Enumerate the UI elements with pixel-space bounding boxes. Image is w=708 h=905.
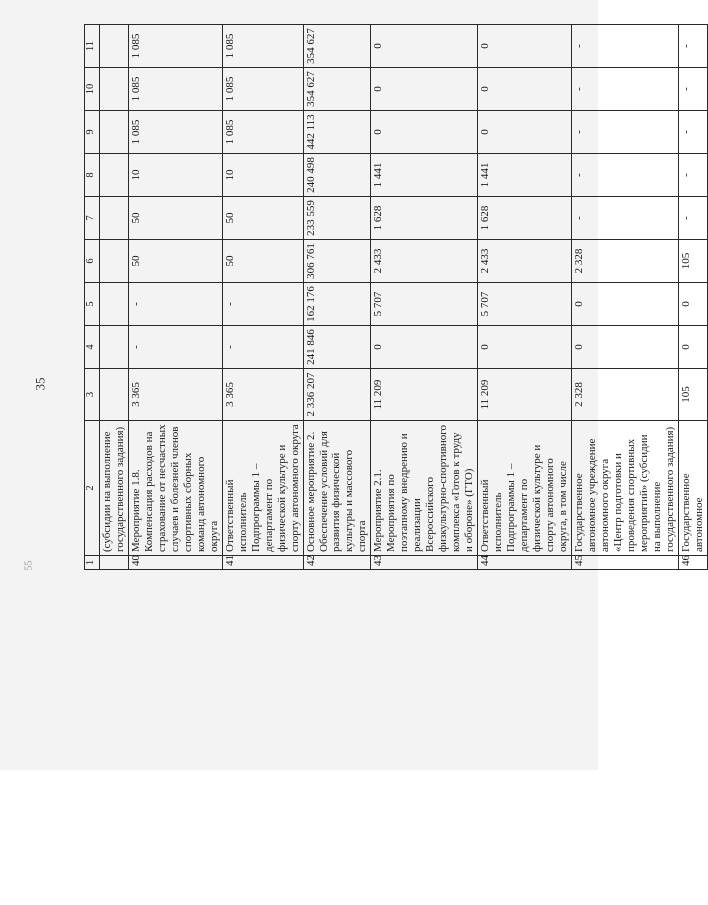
value-cell: 2 328 bbox=[571, 369, 678, 421]
header-cell: 9 bbox=[85, 111, 100, 154]
table-row bbox=[371, 25, 478, 570]
header-cell: 7 bbox=[85, 197, 100, 240]
value-cell: 442 113 bbox=[303, 111, 371, 154]
value-cell: 2 433 bbox=[371, 240, 478, 283]
value-cell bbox=[100, 240, 129, 283]
value-cell: 1 085 bbox=[222, 68, 303, 111]
table-row bbox=[222, 25, 303, 570]
header-cell: 5 bbox=[85, 283, 100, 326]
header-cell: 8 bbox=[85, 154, 100, 197]
value-cell: 2 328 bbox=[571, 240, 678, 283]
value-cell: 1 085 bbox=[128, 68, 222, 111]
value-cell: 5 707 bbox=[478, 283, 572, 326]
row-number-cell: 42 bbox=[303, 556, 371, 570]
value-cell: - bbox=[222, 283, 303, 326]
value-cell bbox=[100, 154, 129, 197]
value-cell: 241 846 bbox=[303, 326, 371, 369]
table-body bbox=[85, 25, 708, 570]
value-cell: 0 bbox=[478, 111, 572, 154]
value-cell: 50 bbox=[222, 240, 303, 283]
value-cell: 3 365 bbox=[222, 369, 303, 421]
value-cell: 50 bbox=[128, 197, 222, 240]
header-cell: 10 bbox=[85, 68, 100, 111]
row-name-cell: Ответственный исполнитель Подпрограммы 1 – департамент по физической культуре и спорту автономного округа bbox=[222, 421, 303, 556]
value-cell: 0 bbox=[478, 326, 572, 369]
value-cell: - bbox=[678, 111, 707, 154]
value-cell: 105 bbox=[678, 369, 707, 421]
scanner-mark: 55 bbox=[23, 560, 35, 571]
value-cell: 11 209 bbox=[478, 369, 572, 421]
row-number-cell: 46 bbox=[678, 556, 707, 570]
budget-table bbox=[84, 24, 708, 570]
row-number-cell: 43 bbox=[371, 556, 478, 570]
value-cell: 1 085 bbox=[222, 25, 303, 68]
header-cell: 2 bbox=[85, 421, 100, 556]
value-cell: 0 bbox=[478, 68, 572, 111]
row-number-cell: 44 bbox=[478, 556, 572, 570]
header-cell: 6 bbox=[85, 240, 100, 283]
row-name-cell: Государственное автономное учреждение автономного округа «Центр подготовки и проведения спортивных мероприятий» (субсидии на выполнение государственного задания) bbox=[571, 421, 678, 556]
value-cell: - bbox=[571, 68, 678, 111]
value-cell: - bbox=[128, 326, 222, 369]
row-name-cell: Мероприятие 2.1. Мероприятия по поэтапному внедрению и реализации Всероссийского физкультурно-спортивного комплекса «Готов к труду и обороне» (ГТО) bbox=[371, 421, 478, 556]
value-cell: 0 bbox=[371, 111, 478, 154]
value-cell: 0 bbox=[371, 25, 478, 68]
value-cell: 0 bbox=[478, 25, 572, 68]
row-number-cell bbox=[100, 556, 129, 570]
value-cell: 1 628 bbox=[478, 197, 572, 240]
value-cell: - bbox=[571, 197, 678, 240]
row-name-cell: Государственное автономное bbox=[678, 421, 707, 556]
value-cell: - bbox=[571, 25, 678, 68]
value-cell bbox=[100, 326, 129, 369]
value-cell: 306 761 bbox=[303, 240, 371, 283]
value-cell: 2 433 bbox=[478, 240, 572, 283]
value-cell: 233 559 bbox=[303, 197, 371, 240]
row-name-cell: Мероприятие 1.8. Компенсация расходов на страхование от несчастных случаев и болезней членов спортивных сборных команд автономного округа bbox=[128, 421, 222, 556]
value-cell bbox=[100, 68, 129, 111]
value-cell: 50 bbox=[222, 197, 303, 240]
value-cell: 5 707 bbox=[371, 283, 478, 326]
value-cell: - bbox=[678, 197, 707, 240]
value-cell: 354 627 bbox=[303, 25, 371, 68]
value-cell bbox=[100, 369, 129, 421]
value-cell: 1 085 bbox=[222, 111, 303, 154]
table-row bbox=[100, 25, 129, 570]
value-cell: - bbox=[571, 154, 678, 197]
value-cell bbox=[100, 111, 129, 154]
value-cell: 0 bbox=[678, 283, 707, 326]
page-number: 35 bbox=[32, 377, 48, 391]
value-cell: 0 bbox=[371, 68, 478, 111]
value-cell: 3 365 bbox=[128, 369, 222, 421]
row-number-cell: 40 bbox=[128, 556, 222, 570]
header-cell: 3 bbox=[85, 369, 100, 421]
value-cell: 1 085 bbox=[128, 111, 222, 154]
row-number-cell: 41 bbox=[222, 556, 303, 570]
value-cell bbox=[100, 25, 129, 68]
value-cell: - bbox=[678, 68, 707, 111]
value-cell: 1 441 bbox=[478, 154, 572, 197]
value-cell bbox=[100, 197, 129, 240]
table-row bbox=[128, 25, 222, 570]
value-cell: 50 bbox=[128, 240, 222, 283]
value-cell: 1 441 bbox=[371, 154, 478, 197]
table-row bbox=[303, 25, 371, 570]
value-cell: 240 498 bbox=[303, 154, 371, 197]
value-cell: - bbox=[678, 154, 707, 197]
value-cell: 1 085 bbox=[128, 25, 222, 68]
value-cell: 162 176 bbox=[303, 283, 371, 326]
row-number-cell: 45 bbox=[571, 556, 678, 570]
table-row bbox=[478, 25, 572, 570]
value-cell: 105 bbox=[678, 240, 707, 283]
header-cell: 1 bbox=[85, 556, 100, 570]
value-cell: - bbox=[222, 326, 303, 369]
value-cell: 2 336 207 bbox=[303, 369, 371, 421]
header-cell: 11 bbox=[85, 25, 100, 68]
rotated-table-wrapper bbox=[84, 28, 705, 570]
value-cell: 0 bbox=[571, 283, 678, 326]
table-header-row bbox=[85, 25, 100, 570]
value-cell: - bbox=[128, 283, 222, 326]
value-cell: 0 bbox=[371, 326, 478, 369]
value-cell: 10 bbox=[128, 154, 222, 197]
value-cell: 0 bbox=[678, 326, 707, 369]
value-cell: 1 628 bbox=[371, 197, 478, 240]
value-cell: 0 bbox=[571, 326, 678, 369]
value-cell: - bbox=[678, 25, 707, 68]
value-cell: 11 209 bbox=[371, 369, 478, 421]
value-cell: 354 627 bbox=[303, 68, 371, 111]
header-cell: 4 bbox=[85, 326, 100, 369]
row-name-cell: Основное мероприятие 2. Обеспечение условий для развития физической культуры и массового спорта bbox=[303, 421, 371, 556]
row-name-cell: (субсидии на выполнение государственного задания) bbox=[100, 421, 129, 556]
table-row bbox=[571, 25, 678, 570]
table-row bbox=[678, 25, 707, 570]
value-cell bbox=[100, 283, 129, 326]
row-name-cell: Ответственный исполнитель Подпрограммы 1 – департамент по физической культуре и спорту автономного округа, в том числе bbox=[478, 421, 572, 556]
value-cell: - bbox=[571, 111, 678, 154]
value-cell: 10 bbox=[222, 154, 303, 197]
